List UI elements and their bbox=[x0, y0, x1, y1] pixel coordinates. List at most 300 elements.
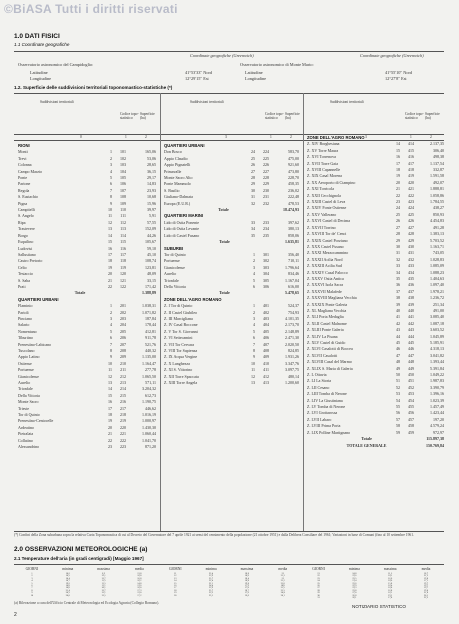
table-cell: 1.931,26 bbox=[285, 354, 299, 360]
temperature-cell: 17,8 bbox=[388, 596, 393, 599]
table-cell: 107 bbox=[120, 187, 126, 193]
table-cell: 236,02 bbox=[288, 187, 299, 193]
temperature-cell: 19,6 bbox=[65, 582, 70, 585]
table-cell: Z. XXXVII Malafede bbox=[307, 288, 342, 294]
table-cell: 858,06 bbox=[288, 232, 299, 238]
table-cell: Ardeatino bbox=[18, 424, 34, 430]
table-cell: 8 bbox=[253, 348, 255, 353]
table-cell: 437 bbox=[408, 288, 414, 294]
table-cell: 305 bbox=[263, 277, 269, 283]
temperature-cell: 18,1 bbox=[388, 575, 393, 578]
table-cell: 3.085,40 bbox=[430, 314, 444, 320]
table-cell: Z. XLIX S. Maria di Galeria bbox=[307, 365, 353, 371]
temperature-cell: 25,7 bbox=[209, 577, 214, 580]
table-cell: 218 bbox=[120, 412, 126, 418]
temperature-cell: 18,8 bbox=[244, 580, 249, 583]
table-cell: 306,40 bbox=[433, 147, 444, 153]
table-cell: 1.888,81 bbox=[430, 186, 444, 192]
column-header: Codice topo-statistico bbox=[265, 112, 284, 121]
table-cell: 453 bbox=[408, 391, 414, 397]
table-cell: 407 bbox=[263, 341, 269, 347]
table-cell: 3.603,52 bbox=[430, 327, 444, 333]
temperature-cell: 17 bbox=[174, 587, 177, 590]
mid-lat-label: Latitudine bbox=[245, 70, 263, 75]
temperature-cell: 19,7 bbox=[424, 587, 429, 590]
table-cell: 17 bbox=[108, 405, 112, 411]
table-cell: 6 bbox=[253, 335, 255, 341]
table-cell: 20 bbox=[396, 179, 400, 185]
table-cell: 114 bbox=[120, 232, 126, 238]
table-cell: 59,10 bbox=[147, 245, 156, 251]
temperature-column-header: minima bbox=[348, 567, 360, 571]
table-cell: 5 bbox=[253, 328, 255, 334]
table-cell: Monti bbox=[18, 149, 28, 155]
table-cell: 454 bbox=[408, 397, 414, 403]
table-cell: Z. VI Settecamini bbox=[164, 335, 193, 341]
table-cell: Parione bbox=[18, 181, 31, 187]
temperature-cell bbox=[14, 594, 50, 599]
table-cell: 118 bbox=[120, 258, 126, 264]
table-cell: 28,65 bbox=[147, 162, 156, 168]
table-cell: 113 bbox=[120, 226, 126, 232]
table-cell: Tor di Quinto bbox=[164, 251, 186, 257]
column-2 bbox=[164, 143, 299, 386]
table-cell: 1.591,58 bbox=[430, 173, 444, 179]
table-cell: 204 bbox=[120, 322, 126, 328]
table-cell: 24 bbox=[396, 205, 400, 211]
table-cell: 12 bbox=[108, 373, 112, 379]
table-cell: 227 bbox=[263, 168, 269, 174]
table-cell: 277,78 bbox=[145, 367, 156, 373]
table-cell: Z. XIII Torre Angela bbox=[164, 380, 198, 386]
table-cell: Lido di Castel Fusano bbox=[164, 232, 200, 238]
table-cell: 4.579,24 bbox=[430, 423, 444, 429]
table-cell: 448 bbox=[408, 359, 414, 365]
column-header: Suddivisioni territoriali bbox=[330, 100, 364, 104]
table-cell: 34 bbox=[396, 269, 400, 275]
table-cell: 3 bbox=[110, 315, 112, 321]
table-cell: 435 bbox=[408, 275, 414, 281]
table-cell: 39 bbox=[396, 301, 400, 307]
table-cell: 480,14 bbox=[288, 373, 299, 379]
table-cell: 39,97 bbox=[147, 207, 156, 213]
table-cell: 30 bbox=[396, 243, 400, 249]
table-cell: 31 bbox=[396, 250, 400, 256]
temperature-cell bbox=[157, 594, 193, 599]
table-cell: 13 bbox=[108, 226, 112, 232]
table-cell: 44,26 bbox=[147, 232, 156, 238]
table-cell: Z. I Tor di Quinto bbox=[164, 303, 193, 309]
table-cell: 1.236,72 bbox=[430, 295, 444, 301]
table-cell: 24 bbox=[251, 149, 255, 155]
table-cell: 16 bbox=[396, 154, 400, 160]
temperature-cell: 17,1 bbox=[424, 580, 429, 583]
group-heading: QUARTIERI URBANI bbox=[18, 296, 59, 302]
temperature-cell: 25 bbox=[317, 582, 320, 585]
temperature-cell: 3 bbox=[31, 577, 33, 580]
temperature-cell: 10,1 bbox=[101, 587, 106, 590]
footer-title: NOTIZIARIO STATISTICO bbox=[352, 604, 406, 609]
temperature-cell: 23,6 bbox=[352, 582, 357, 585]
table-cell: 424 bbox=[408, 205, 414, 211]
table-cell: 220 bbox=[120, 424, 126, 430]
table-cell: 223 bbox=[120, 444, 126, 450]
table-cell: Prenestino-Centocelle bbox=[18, 418, 54, 424]
table-cell: 450 bbox=[408, 372, 414, 378]
column-divider bbox=[160, 93, 161, 531]
temperature-cell: 15,0 bbox=[137, 592, 142, 595]
table-cell: 205 bbox=[120, 328, 126, 334]
table-cell: 2.173,70 bbox=[285, 322, 299, 328]
temperature-cell: 13,7 bbox=[101, 577, 106, 580]
table-cell: 1.135,00 bbox=[142, 354, 156, 360]
table-cell: 22 bbox=[396, 192, 400, 198]
table-cell: Z. XI S. Vittorino bbox=[164, 367, 193, 373]
table-cell: 3.347,76 bbox=[285, 360, 299, 366]
temperature-cell: 19,7 bbox=[424, 582, 429, 585]
table-cell: 303 bbox=[263, 264, 269, 270]
total-cell: Totale bbox=[74, 290, 86, 296]
table-cell: 50 bbox=[396, 372, 400, 378]
table-cell: Z. IX Acqua Vergine bbox=[164, 354, 198, 360]
temperature-column-header: minima bbox=[205, 567, 217, 571]
table-cell: 19 bbox=[108, 264, 112, 270]
temperature-cell bbox=[193, 594, 229, 599]
table-cell: 521,76 bbox=[145, 341, 156, 347]
table-cell: 11 bbox=[251, 367, 255, 373]
temperature-cell: 23,2 bbox=[209, 592, 214, 595]
temperature-cell: 20,4 bbox=[280, 592, 285, 595]
temperature-cell: 8,3 bbox=[102, 573, 105, 575]
table-cell: 33 bbox=[396, 263, 400, 269]
table-cell: 43 bbox=[396, 327, 400, 333]
table-cell: 1.088,23 bbox=[430, 269, 444, 275]
table-cell: Ludovisi bbox=[18, 245, 33, 251]
table-cell: 434 bbox=[408, 269, 414, 275]
table-cell: 571,11 bbox=[145, 380, 156, 386]
table-cell: Z. LII Cesano bbox=[307, 384, 330, 390]
temperature-cell: 18,8 bbox=[244, 573, 249, 575]
table-cell: 3.097,75 bbox=[285, 367, 299, 373]
temperature-cell: 11,5 bbox=[101, 582, 106, 585]
temperature-cell bbox=[265, 594, 301, 599]
table-cell: Z. XVIII Capannelle bbox=[307, 167, 341, 173]
temperature-cell: 16,6 bbox=[388, 577, 393, 580]
lon-label: Longitudine bbox=[30, 76, 52, 81]
table-row bbox=[164, 380, 299, 386]
table-cell: 45,10 bbox=[147, 251, 156, 257]
group-heading: QUARTIERI MARINI bbox=[164, 213, 204, 219]
table-cell: Ponte bbox=[18, 175, 28, 181]
table-cell: Monte Sacro Alto bbox=[164, 175, 193, 181]
temperature-cell: 22,3 bbox=[424, 596, 429, 599]
group-heading: QUARTIERI URBANI bbox=[164, 143, 205, 148]
table-cell: 754,93 bbox=[288, 309, 299, 315]
table-cell: Portuense bbox=[18, 367, 34, 373]
table-cell: 491,28 bbox=[433, 224, 444, 230]
table-cell: 1.049,22 bbox=[430, 372, 444, 378]
table-cell: Aurelio bbox=[18, 380, 31, 386]
table-cell: Z. XLIV La Pisana bbox=[307, 333, 338, 339]
table-cell: Z. II Castel Giubileo bbox=[164, 309, 198, 315]
total-cell: 1.388,89 bbox=[142, 290, 156, 296]
table-cell: 235 bbox=[263, 232, 269, 238]
table-cell: 1.423,44 bbox=[430, 410, 444, 416]
table-cell: 207 bbox=[120, 341, 126, 347]
table-cell: 37 bbox=[396, 288, 400, 294]
table-cell: 412 bbox=[263, 373, 269, 379]
table-cell: 426 bbox=[408, 218, 414, 224]
temperature-cell: 25,7 bbox=[209, 589, 214, 592]
total-row bbox=[164, 290, 299, 296]
temperature-cell: 18,7 bbox=[424, 573, 429, 575]
table-cell: 228,70 bbox=[288, 175, 299, 181]
table-cell: 34 bbox=[251, 226, 255, 232]
divider bbox=[14, 531, 444, 532]
column-number: 1 bbox=[125, 135, 127, 139]
table-cell: Z. XXI Torricola bbox=[307, 186, 335, 192]
table-cell: 433 bbox=[408, 263, 414, 269]
table-cell: 21 bbox=[108, 277, 112, 283]
table-cell: 197,20 bbox=[433, 416, 444, 422]
table-cell: 226 bbox=[263, 162, 269, 168]
table-cell: Regola bbox=[18, 187, 30, 193]
table-cell: 420 bbox=[408, 179, 414, 185]
table-cell: 2 bbox=[110, 309, 112, 315]
table-cell: Campitelli bbox=[18, 207, 35, 213]
total-cell: 150.769,84 bbox=[426, 442, 444, 448]
temperature-cell: 7 bbox=[31, 587, 33, 590]
column-header: Superficie (ha) bbox=[425, 112, 440, 121]
table-cell: Trionfale bbox=[164, 277, 179, 283]
table-cell: 743,05 bbox=[433, 250, 444, 256]
temperature-cell: 13,7 bbox=[101, 589, 106, 592]
table-cell: 54 bbox=[396, 397, 400, 403]
table-cell: 16 bbox=[108, 245, 112, 251]
table-cell: 4 bbox=[253, 322, 255, 328]
table-cell: 356,40 bbox=[288, 251, 299, 257]
table-cell: Z. XXXVI Isola Sacra bbox=[307, 282, 343, 288]
table-cell: Trastevere bbox=[18, 226, 35, 232]
table-cell: 33,15 bbox=[147, 277, 156, 283]
table-cell: 203 bbox=[120, 315, 126, 321]
table-cell: 51 bbox=[396, 378, 400, 384]
table-cell: Tor di Quinto bbox=[18, 412, 40, 418]
table-cell: Z. XLII Castel Malnome bbox=[307, 320, 347, 326]
table-cell: 222 bbox=[120, 437, 126, 443]
table-cell: 15,96 bbox=[147, 200, 156, 206]
table-cell: 231 bbox=[263, 194, 269, 200]
table-cell: 445 bbox=[408, 340, 414, 345]
table-cell: 616,00 bbox=[288, 283, 299, 289]
table-cell: Z. LV Tomba di Nerone bbox=[307, 404, 346, 410]
table-cell: 228 bbox=[263, 175, 269, 181]
table-cell: Collatino bbox=[18, 437, 33, 443]
table-cell: 406 bbox=[263, 335, 269, 341]
table-cell: 1.167,04 bbox=[285, 277, 299, 283]
table-cell: 36 bbox=[396, 282, 400, 288]
temperature-cell: 19,8 bbox=[244, 582, 249, 585]
table-cell: 31 bbox=[251, 194, 255, 200]
table-cell: 458,35 bbox=[288, 181, 299, 187]
total-cell: Totale bbox=[219, 290, 230, 296]
table-cell: Della Vittoria bbox=[18, 392, 40, 398]
table-cell: 25 bbox=[396, 211, 400, 217]
table-cell: Aurelio bbox=[164, 271, 177, 277]
table-cell: 18 bbox=[108, 258, 112, 264]
table-cell: 491,00 bbox=[433, 307, 444, 313]
table-cell: 110 bbox=[120, 207, 126, 213]
table-cell: 116 bbox=[120, 245, 126, 251]
table-cell: 1.071,82 bbox=[142, 309, 156, 315]
table-cell: 10,68 bbox=[147, 194, 156, 200]
table-cell: Z. XXIX Castel Porziano bbox=[307, 237, 348, 243]
table-cell: 18 bbox=[108, 412, 112, 418]
table-cell: 20 bbox=[108, 424, 112, 430]
table-cell: 422 bbox=[408, 192, 414, 198]
temperature-header bbox=[14, 565, 444, 573]
temperature-table bbox=[14, 565, 444, 599]
table-cell: 14,83 bbox=[147, 181, 156, 187]
table-cell: 440 bbox=[408, 307, 414, 313]
table-cell: Pinciano bbox=[18, 315, 32, 321]
table-cell: 3 bbox=[253, 264, 255, 270]
table-cell: Z. XX Aeroporto di Ciampino bbox=[307, 179, 356, 185]
table-cell: 208 bbox=[120, 348, 126, 353]
table-cell: 458 bbox=[408, 423, 414, 429]
table-cell: 1.383,13 bbox=[430, 231, 444, 237]
table-cell: 27 bbox=[251, 168, 255, 174]
table-cell: 2.137,35 bbox=[430, 141, 444, 147]
temperature-cell: 10,4 bbox=[65, 577, 70, 580]
table-cell: Z. XXX Castel Fusano bbox=[307, 243, 344, 249]
table-cell: Esquilino bbox=[18, 239, 34, 245]
table-cell: 9 bbox=[110, 354, 112, 360]
table-cell: 13 bbox=[108, 380, 112, 386]
column-number: 3 bbox=[365, 135, 367, 139]
column-number: 1 bbox=[410, 135, 412, 139]
table-cell: 38 bbox=[396, 295, 400, 301]
table-cell: 409 bbox=[263, 354, 269, 360]
table-cell: Gianicolense bbox=[18, 373, 39, 379]
table-cell: 1 bbox=[253, 251, 255, 257]
column-header: Codice topo-statistico bbox=[120, 112, 139, 121]
table-cell: Z. LIV La Giustiniana bbox=[307, 397, 343, 403]
table-cell: 440,32 bbox=[145, 348, 156, 353]
temperature-cell: 23,3 bbox=[352, 587, 357, 590]
table-cell: 1.796,64 bbox=[285, 264, 299, 270]
table-cell: 430 bbox=[408, 243, 414, 249]
table-cell: 1.137,54 bbox=[430, 160, 444, 166]
table-cell: Z. XXXII Acilia Nord bbox=[307, 256, 343, 262]
table-cell: Castro Pretorio bbox=[18, 258, 43, 264]
subsection-superficie: 1.2. Superficie delle suddivisioni territoriali toponomastico-statistiche (*) bbox=[14, 85, 173, 90]
temperature-cell: 16,6 bbox=[244, 594, 249, 597]
table-cell: 415 bbox=[408, 147, 414, 153]
temperature-column-header: massima bbox=[383, 567, 397, 571]
table-cell: Parioli bbox=[18, 309, 29, 315]
table-cell: 1.000,97 bbox=[142, 418, 156, 424]
subsection-temperature: 2.1 Temperature dell'aria (in gradi centigradi) [Maggio 1967] bbox=[14, 556, 144, 561]
column-header: Superficie (ha) bbox=[140, 112, 155, 121]
table-cell: 4 bbox=[253, 271, 255, 277]
table-cell: 49 bbox=[396, 365, 400, 371]
table-cell: 5.391,84 bbox=[430, 365, 444, 371]
table-cell: 14 bbox=[108, 386, 112, 392]
table-cell: 44 bbox=[396, 333, 400, 339]
mid-lon-label: Longitudine bbox=[245, 76, 267, 81]
temperature-cell: 17,6 bbox=[244, 592, 249, 595]
table-cell: Z. XLVI Casalotti di Boccea bbox=[307, 346, 353, 352]
table-cell: Testaccio bbox=[18, 271, 34, 277]
table-cell: 59 bbox=[396, 429, 400, 435]
table-cell: Z. X Lunghezza bbox=[164, 360, 190, 366]
table-cell: Trionfale bbox=[18, 386, 33, 392]
table-cell: 498,38 bbox=[433, 154, 444, 160]
table-cell: 1.065,50 bbox=[142, 373, 156, 379]
table-cell: Z. XLVIII Casal del Marmo bbox=[307, 359, 352, 365]
table-cell: Nomentano bbox=[18, 328, 37, 334]
table-cell: S. Eustachio bbox=[18, 194, 38, 200]
temperature-column-header: GIORNI bbox=[312, 567, 325, 571]
temperature-cell: 19,0 bbox=[424, 589, 429, 592]
table-cell: Campo Marzio bbox=[18, 168, 43, 174]
table-cell: 427 bbox=[408, 224, 414, 230]
table-cell: 212 bbox=[120, 373, 126, 379]
table-cell: Z. XXV Vallerano bbox=[307, 211, 337, 217]
temperature-cell: 29 bbox=[317, 592, 320, 595]
table-cell: Z. VIII Tor Sapienza bbox=[164, 348, 198, 353]
table-cell: 234 bbox=[263, 226, 269, 232]
table-cell: 4.318,13 bbox=[430, 346, 444, 352]
table-cell: 23,93 bbox=[147, 187, 156, 193]
table-cell: 3 bbox=[110, 162, 112, 168]
table-cell: Della Vittoria bbox=[164, 283, 186, 289]
table-cell: Z. LI La Storta bbox=[307, 378, 331, 384]
table-cell: 8 bbox=[110, 194, 112, 200]
table-cell: 152,09 bbox=[145, 226, 156, 232]
temperature-column-header: massima bbox=[240, 567, 254, 571]
table-cell: Z. XLIII Ponte Galeria bbox=[307, 327, 344, 333]
temperature-cell: 21,2 bbox=[424, 575, 429, 578]
table-cell: 3.204,32 bbox=[142, 386, 156, 392]
table-cell: 5.703,52 bbox=[430, 237, 444, 243]
table-cell: Z. XLV Castel di Guido bbox=[307, 340, 346, 345]
table-cell: 446,62 bbox=[145, 405, 156, 411]
table-cell: Z. XXII Cecchignola bbox=[307, 192, 341, 198]
temperature-column-header: media bbox=[135, 567, 144, 571]
temperature-cell: 25,9 bbox=[209, 575, 214, 578]
table-cell: 423 bbox=[408, 199, 414, 205]
table-cell: 122 bbox=[120, 283, 126, 289]
table-cell: 36,15 bbox=[147, 168, 156, 174]
watermark-banner: ©BiASA Tutti i diritti riservati bbox=[4, 2, 178, 16]
table-cell: 1.097,40 bbox=[430, 282, 444, 288]
table-cell: Flaminio bbox=[18, 303, 33, 309]
table-cell: Prati bbox=[18, 283, 26, 289]
table-cell: 251,34 bbox=[433, 301, 444, 307]
table-cell: 119 bbox=[120, 264, 126, 270]
table-cell: 4 bbox=[110, 168, 112, 174]
table-cell: 22 bbox=[108, 283, 112, 289]
table-cell: 29,17 bbox=[147, 175, 156, 181]
table-cell: Z. XLVII Casalotti bbox=[307, 352, 338, 358]
table-cell: 106 bbox=[120, 181, 126, 187]
table-cell: 105 bbox=[120, 175, 126, 181]
table-cell: 57,55 bbox=[147, 219, 156, 225]
temperature-cell: 26,1 bbox=[352, 596, 357, 599]
table-cell: 401 bbox=[263, 303, 269, 309]
